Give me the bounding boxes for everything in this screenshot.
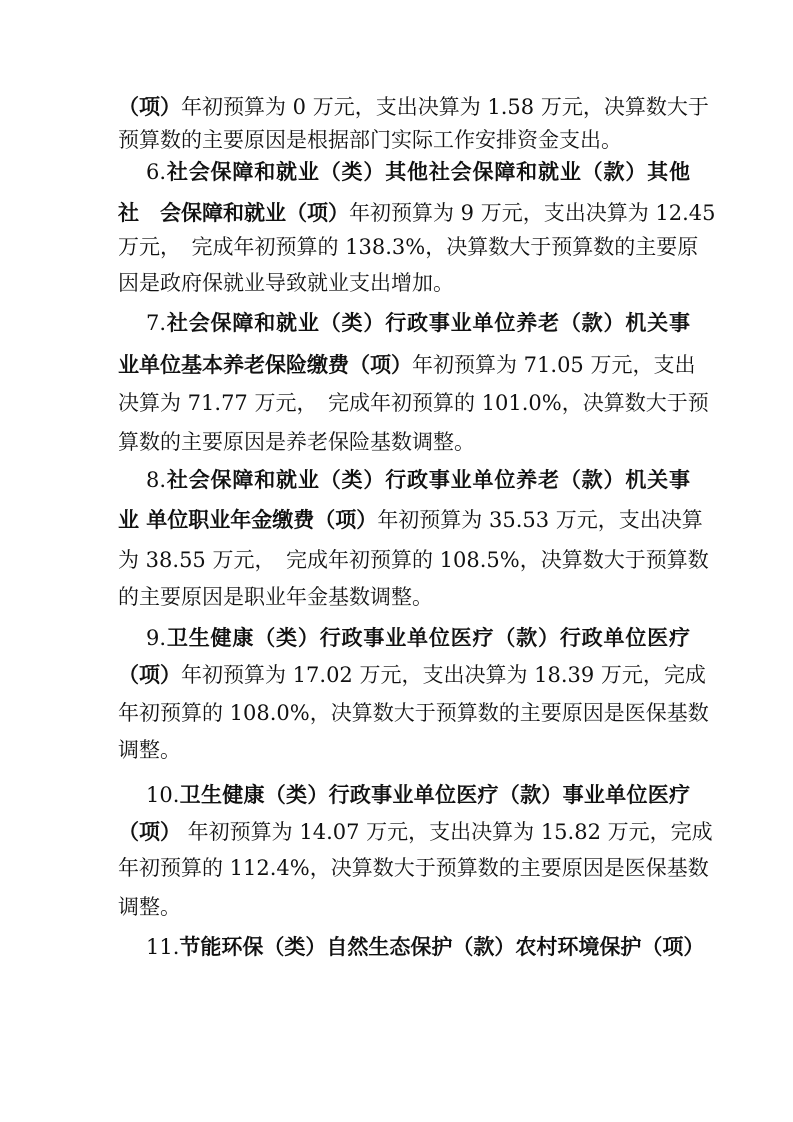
text: 年初预算为 35.53 万元，支出决算 <box>377 508 703 532</box>
paragraph-3-line-0 <box>146 465 690 495</box>
text: 预算数的主要原因是根据部门实际工作安排资金支出。 <box>118 128 622 152</box>
paragraph-1-line-3 <box>118 268 690 298</box>
bold-text: 社会保障和就业（类）其他社会保障和就业（款）其他 <box>166 160 690 184</box>
paragraph-4-line-3 <box>118 735 690 765</box>
paragraph-3-line-3 <box>118 582 690 612</box>
bold-text: 社 会保障和就业（项） <box>118 201 349 225</box>
bold-text: （项） <box>118 95 181 119</box>
text: 万元， 完成年初预算的 138.3%，决算数大于预算数的主要原 <box>118 235 699 259</box>
paragraph-2-line-1 <box>118 350 696 380</box>
bold-text: 社会保障和就业（类）行政事业单位养老（款）机关事 <box>166 468 690 492</box>
text: 6. <box>146 160 167 184</box>
text: 决算为 71.77 万元， 完成年初预算的 101.0%，决算数大于预 <box>118 391 709 415</box>
bold-text: 节能环保（类）自然生态保护（款）农村环境保护（项） <box>179 935 705 959</box>
text: 年初预算为 17.02 万元，支出决算为 18.39 万元，完成 <box>181 663 706 687</box>
bold-text: （项） <box>118 820 181 844</box>
paragraph-0-line-1 <box>118 125 690 155</box>
paragraph-2-line-0 <box>146 308 690 338</box>
text: 年初预算的 108.0%，决算数大于预算数的主要原因是医保基数 <box>118 701 709 725</box>
paragraph-5-line-2 <box>118 853 709 883</box>
text: 10. <box>146 783 180 807</box>
paragraph-5-line-1 <box>118 817 713 847</box>
paragraph-5-line-0 <box>146 780 690 810</box>
paragraph-1-line-2 <box>118 232 699 262</box>
text: 8. <box>146 468 167 492</box>
text: 为 38.55 万元， 完成年初预算的 108.5%，决算数大于预算数 <box>118 548 709 572</box>
paragraph-2-line-2 <box>118 388 709 418</box>
text: 11. <box>146 935 180 959</box>
text: 的主要原因是职业年金基数调整。 <box>118 585 433 609</box>
bold-text: 社会保障和就业（类）行政事业单位养老（款）机关事 <box>166 311 690 335</box>
text: 9. <box>146 626 167 650</box>
paragraph-0-line-0 <box>118 92 709 122</box>
text: 7. <box>146 311 167 335</box>
bold-text: 卫生健康（类）行政事业单位医疗（款）事业单位医疗 <box>179 783 690 807</box>
text: 年初预算为 0 万元，支出决算为 1.58 万元，决算数大于 <box>181 95 709 119</box>
text: 年初预算的 112.4%，决算数大于预算数的主要原因是医保基数 <box>118 856 709 880</box>
text: 年初预算为 71.05 万元，支出 <box>412 353 696 377</box>
text: 调整。 <box>118 895 181 919</box>
text: 调整。 <box>118 738 181 762</box>
bold-text: 业单位基本养老保险缴费（项） <box>118 353 412 377</box>
paragraph-4-line-1 <box>118 660 706 690</box>
paragraph-3-line-1 <box>118 505 703 535</box>
paragraph-4-line-0 <box>146 623 690 653</box>
paragraph-4-line-2 <box>118 698 709 728</box>
paragraph-6-line-0 <box>146 932 705 962</box>
paragraph-2-line-3 <box>118 427 690 457</box>
bold-text: 卫生健康（类）行政事业单位医疗（款）行政单位医疗 <box>166 626 690 650</box>
bold-text: （项） <box>118 663 181 687</box>
text: 年初预算为 9 万元，支出决算为 12.45 <box>349 201 716 225</box>
text: 年初预算为 14.07 万元，支出决算为 15.82 万元，完成 <box>181 820 713 844</box>
text: 因是政府保就业导致就业支出增加。 <box>118 271 454 295</box>
paragraph-3-line-2 <box>118 545 709 575</box>
paragraph-1-line-1 <box>118 198 716 228</box>
paragraph-5-line-3 <box>118 892 690 922</box>
bold-text: 业 单位职业年金缴费（项） <box>118 508 378 532</box>
text: 算数的主要原因是养老保险基数调整。 <box>118 430 475 454</box>
paragraph-1-line-0 <box>146 157 690 187</box>
